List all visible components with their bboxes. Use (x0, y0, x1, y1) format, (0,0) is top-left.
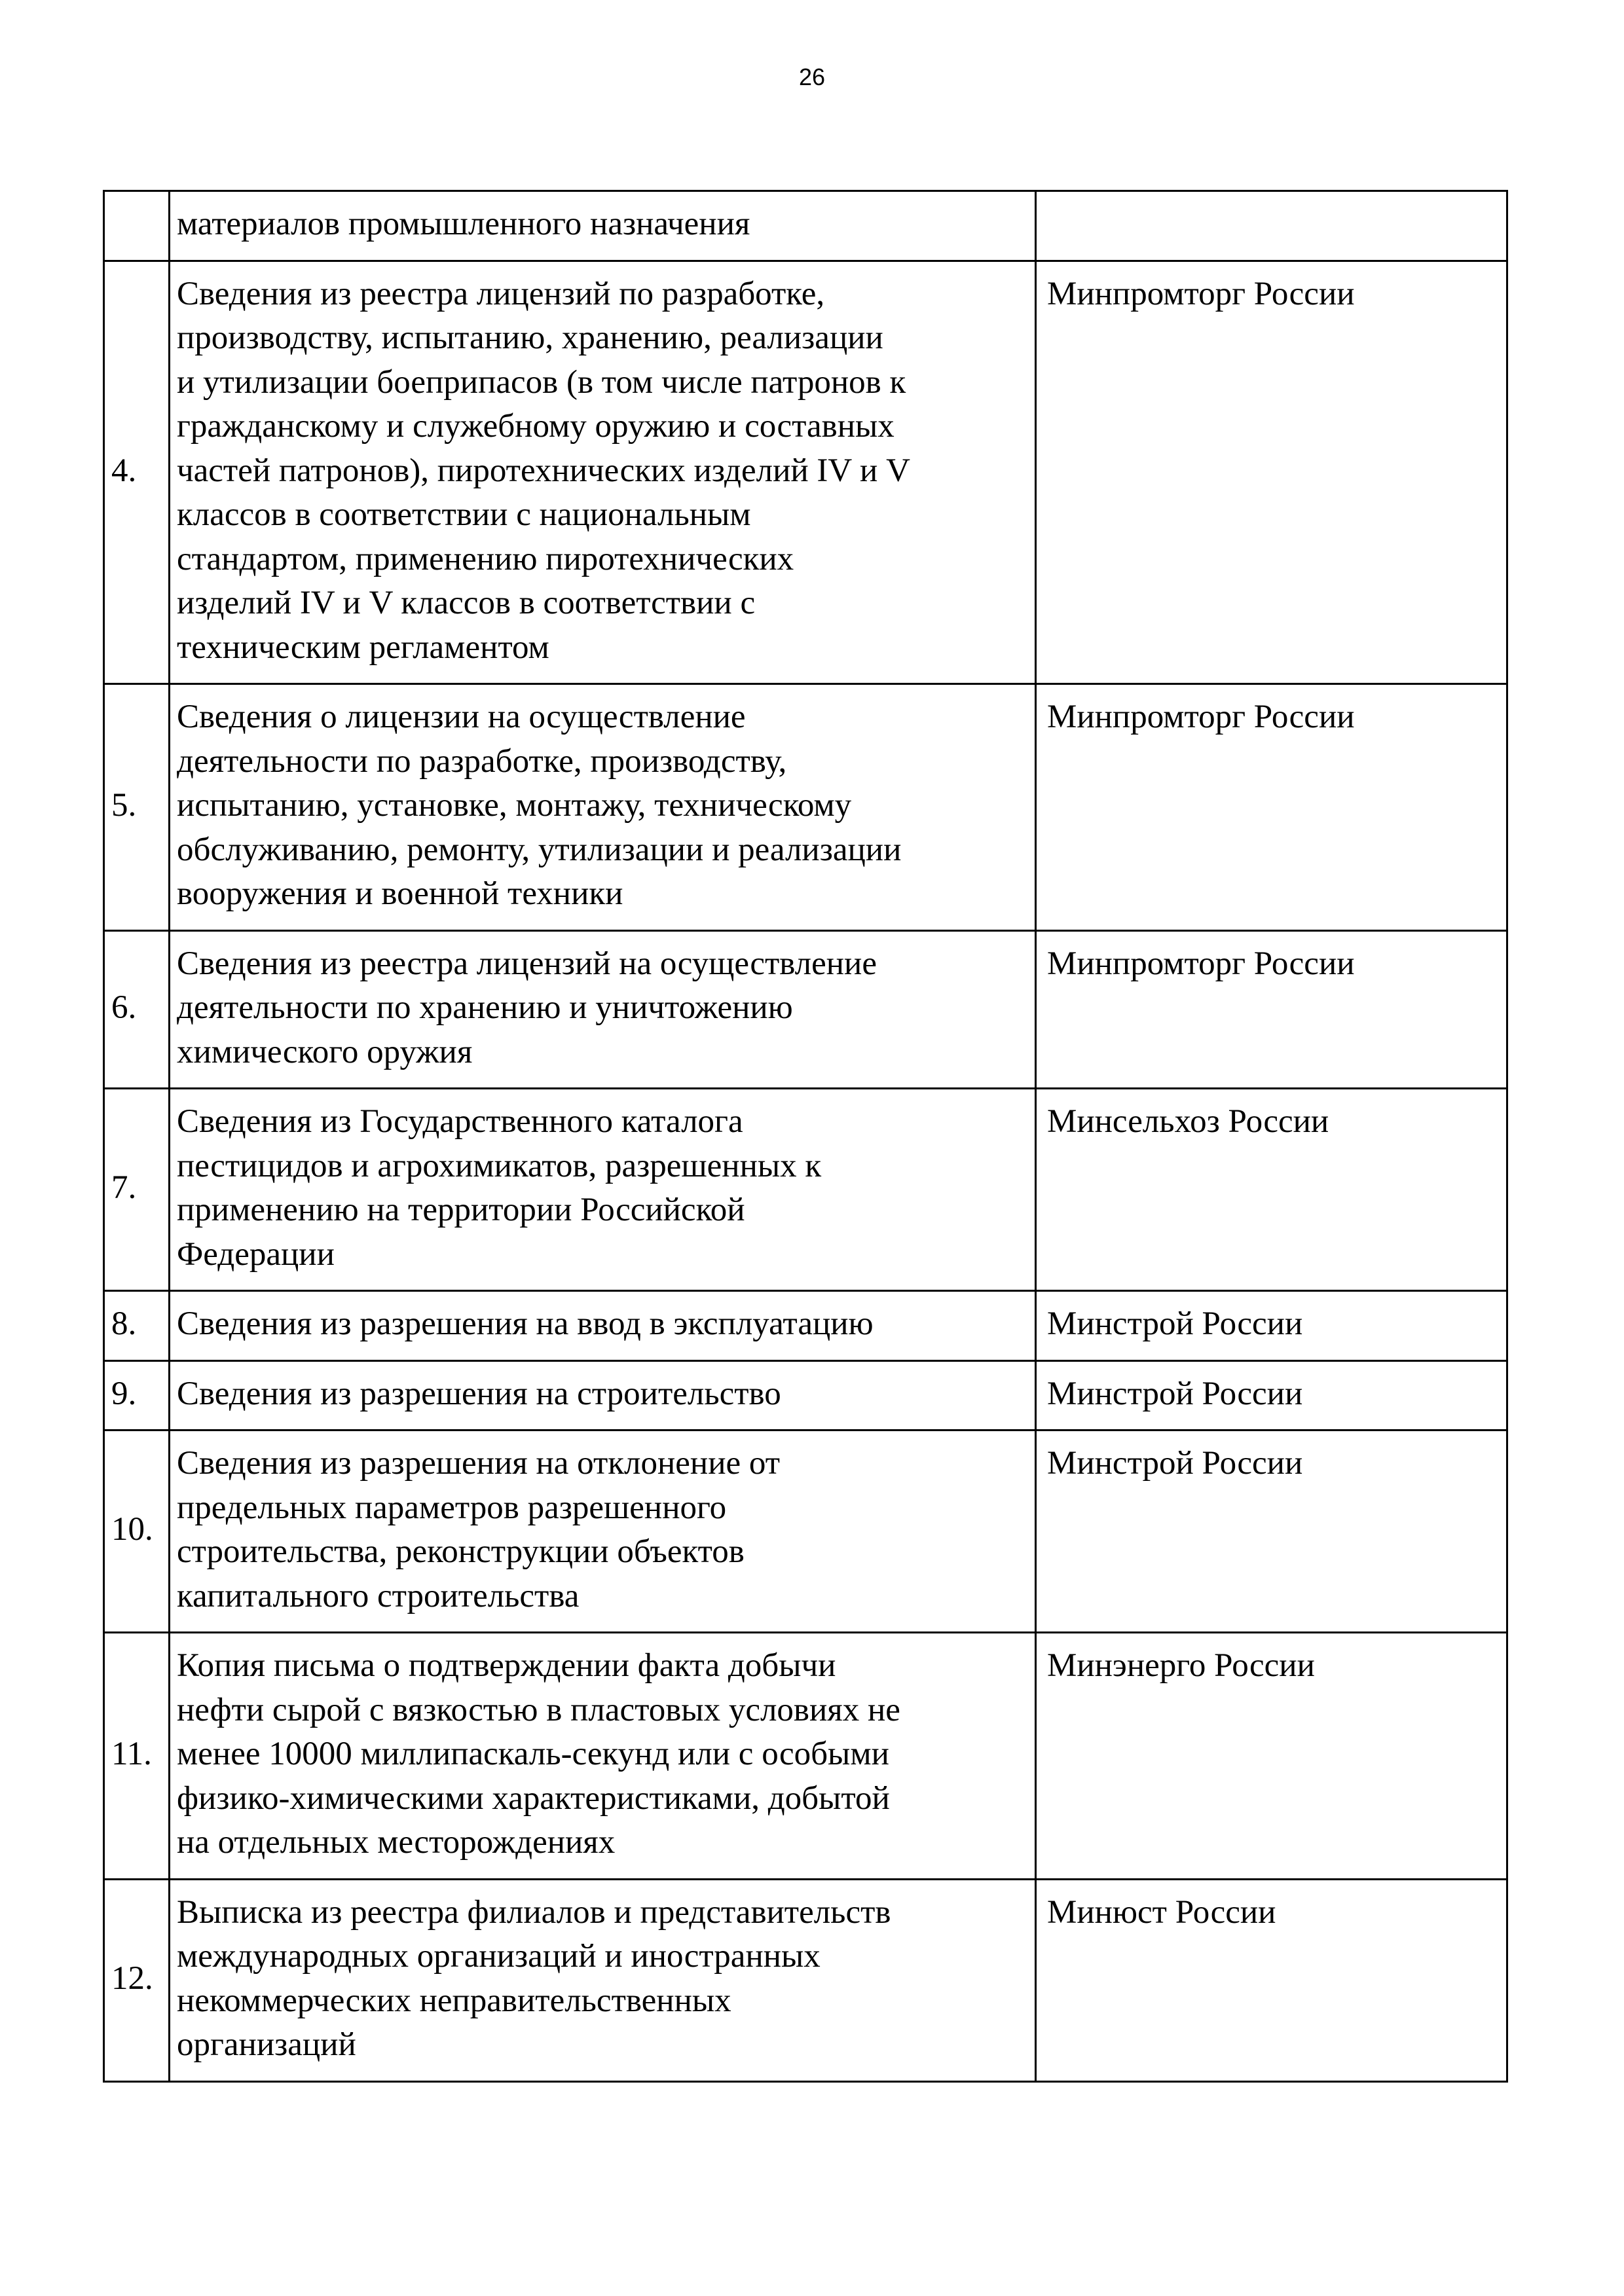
row-authority: Минстрой России (1036, 1430, 1507, 1633)
table-row (104, 261, 1507, 684)
row-number (104, 191, 170, 261)
description-line: стандартом, применению пиротехнических (177, 540, 794, 577)
row-authority: Минстрой России (1036, 1291, 1507, 1361)
description-line: физико-химическими характеристиками, добытой (177, 1779, 890, 1817)
description-line: материалов промышленного назначения (177, 206, 750, 242)
row-description (170, 930, 1036, 1089)
description-line: пестицидов и агрохимикатов, разрешенных к (177, 1147, 822, 1184)
description-line: Копия письма о подтверждении факта добычи (177, 1647, 836, 1684)
description-line: Федерации (177, 1235, 335, 1273)
row-description (170, 1089, 1036, 1291)
description-line: менее 10000 миллипаскаль-секунд или с особыми (177, 1736, 889, 1772)
row-authority: Минсельхоз России (1036, 1089, 1507, 1291)
description-line: и утилизации боеприпасов (в том числе патронов к (177, 363, 906, 401)
row-description (170, 1291, 1036, 1361)
description-line: Выписка из реестра филиалов и представительств (177, 1893, 891, 1931)
row-number: 4. (104, 261, 170, 684)
description-line: Сведения из реестра лицензий на осуществление (177, 945, 877, 982)
description-line: химического оружия (177, 1033, 473, 1070)
row-description (170, 1360, 1036, 1430)
description-line: строительства, реконструкции объектов (177, 1533, 745, 1570)
description-line: организаций (177, 2026, 356, 2063)
description-line: деятельности по хранению и уничтожению (177, 989, 793, 1026)
description-line: применению на территории Российской (177, 1192, 745, 1228)
row-number: 9. (104, 1360, 170, 1430)
description-line: производству, испытанию, хранению, реализации (177, 319, 883, 356)
table-body (104, 191, 1507, 2082)
row-authority: Минстрой России (1036, 1360, 1507, 1430)
table-row (104, 684, 1507, 931)
document-table (103, 190, 1508, 2083)
description-line: обслуживанию, ремонту, утилизации и реализации (177, 831, 902, 868)
description-line: капитального строительства (177, 1577, 580, 1614)
table-row (104, 191, 1507, 261)
row-number: 12. (104, 1879, 170, 2081)
description-line: некоммерческих неправительственных (177, 1982, 731, 2019)
table-row (104, 930, 1507, 1089)
row-description (170, 1633, 1036, 1880)
row-description (170, 684, 1036, 931)
description-line: техническим регламентом (177, 629, 549, 666)
table-row (104, 1633, 1507, 1880)
row-authority: Минпромторг России (1036, 261, 1507, 684)
description-line: Сведения из разрешения на строительство (177, 1375, 781, 1412)
description-line: гражданскому и служебному оружию и составных (177, 408, 895, 445)
row-authority: Минэнерго России (1036, 1633, 1507, 1880)
row-authority: Минпромторг России (1036, 930, 1507, 1089)
description-line: Сведения из разрешения на отклонение от (177, 1445, 780, 1482)
table-row (104, 1291, 1507, 1361)
row-description (170, 191, 1036, 261)
description-line: испытанию, установке, монтажу, техническому (177, 787, 852, 824)
row-description (170, 1879, 1036, 2081)
description-line: Сведения из реестра лицензий по разработке, (177, 275, 825, 312)
row-number: 8. (104, 1291, 170, 1361)
row-authority: Минпромторг России (1036, 684, 1507, 931)
description-line: Сведения из Государственного каталога (177, 1103, 743, 1140)
page-number: 26 (798, 64, 826, 90)
description-line: частей патронов), пиротехнических изделий IV и V (177, 452, 910, 489)
description-line: международных организаций и иностранных (177, 1938, 821, 1975)
row-description (170, 1430, 1036, 1633)
description-line: Сведения о лицензии на осуществление (177, 699, 746, 735)
description-line: деятельности по разработке, производству, (177, 742, 787, 780)
row-number: 11. (104, 1633, 170, 1880)
row-number: 5. (104, 684, 170, 931)
row-number: 6. (104, 930, 170, 1089)
row-description (170, 261, 1036, 684)
row-authority: Минюст России (1036, 1879, 1507, 2081)
row-number: 7. (104, 1089, 170, 1291)
description-line: нефти сырой с вязкостью в пластовых условиях не (177, 1691, 900, 1728)
table-row (104, 1360, 1507, 1430)
description-line: классов в соответствии с национальным (177, 496, 751, 533)
description-line: изделий IV и V классов в соответствии с (177, 585, 756, 621)
row-authority (1036, 191, 1507, 261)
description-line: на отдельных месторождениях (177, 1824, 616, 1861)
description-line: Сведения из разрешения на ввод в эксплуатацию (177, 1305, 874, 1342)
table-row (104, 1879, 1507, 2081)
table-row (104, 1089, 1507, 1291)
table-row (104, 1430, 1507, 1633)
description-line: предельных параметров разрешенного (177, 1489, 727, 1526)
row-number: 10. (104, 1430, 170, 1633)
description-line: вооружения и военной техники (177, 875, 623, 912)
